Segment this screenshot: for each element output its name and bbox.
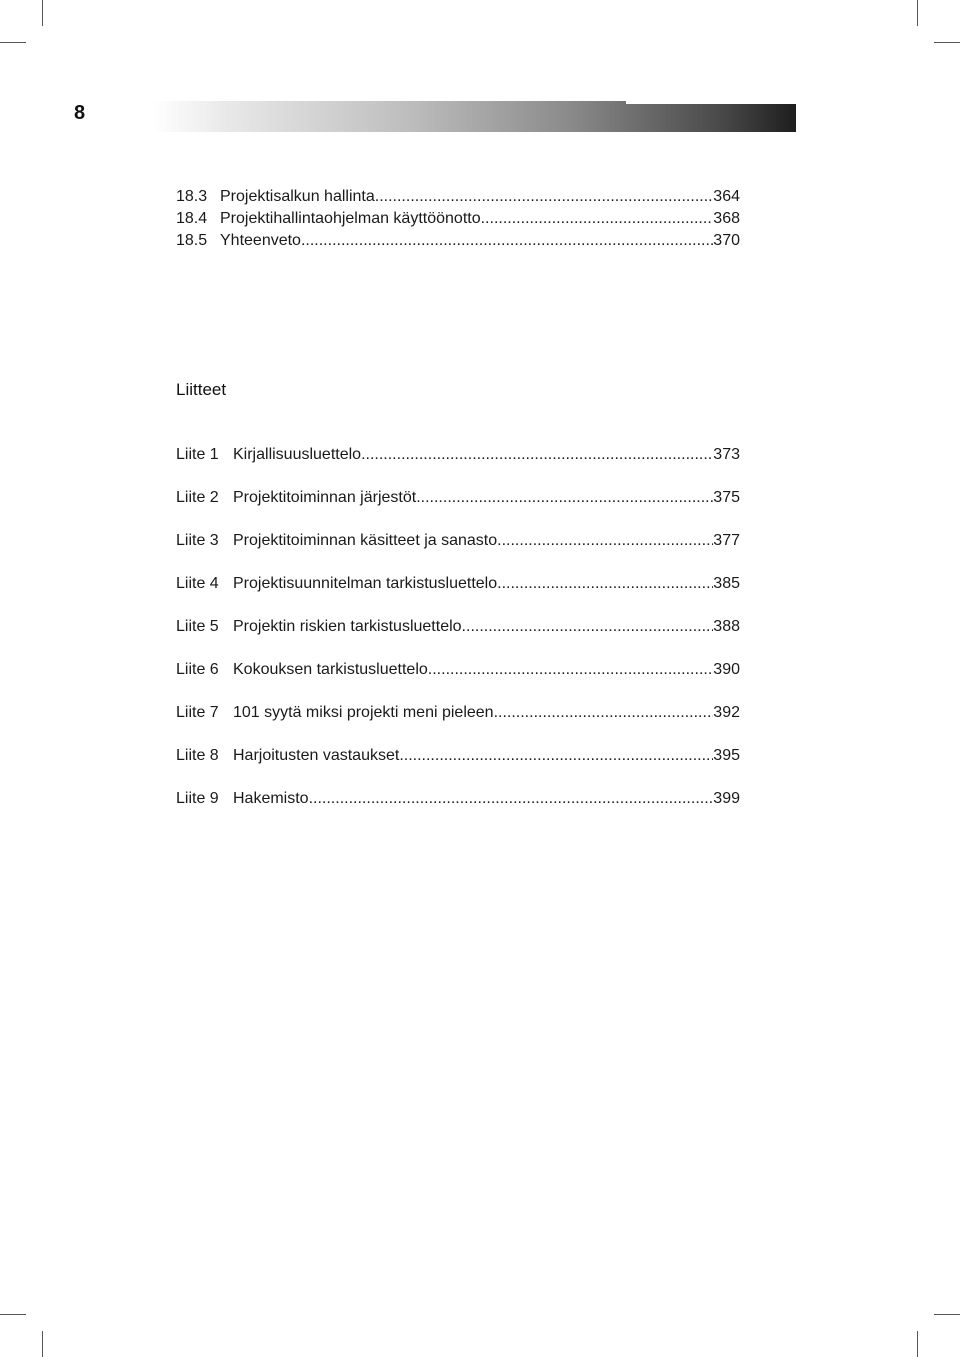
toc-dot-leader	[416, 487, 713, 509]
toc-entry-title: Kokouksen tarkistusluettelo	[233, 661, 428, 678]
toc-dot-leader	[399, 745, 713, 767]
toc-dot-leader	[481, 208, 714, 230]
crop-mark	[934, 42, 960, 43]
toc-entry[interactable]	[176, 788, 740, 831]
toc-entry-number: Liite 8	[176, 747, 219, 764]
toc-entry-page: 377	[713, 532, 740, 549]
toc-entry-title: Projektisalkun hallinta	[220, 188, 375, 205]
crop-mark	[42, 0, 43, 26]
toc-entry-title: 101 syytä miksi projekti meni pieleen	[233, 704, 494, 721]
toc-entry-title: Projektitoiminnan järjestöt	[233, 489, 417, 506]
toc-entry[interactable]	[176, 702, 740, 745]
toc-entry-page: 364	[713, 188, 740, 205]
toc-entry[interactable]	[176, 616, 740, 659]
toc-chapter-entries	[176, 186, 740, 252]
toc-entry-number: 18.4	[176, 210, 208, 227]
toc-dot-leader	[361, 444, 713, 466]
toc-entry-title: Projektin riskien tarkistusluettelo	[233, 618, 462, 635]
toc-entry-number: Liite 9	[176, 790, 219, 807]
section-heading: Liitteet	[176, 380, 227, 399]
toc-dot-leader	[497, 530, 713, 552]
toc-entry-page: 395	[713, 747, 740, 764]
crop-mark	[42, 1331, 43, 1357]
toc-entry-number: Liite 4	[176, 575, 219, 592]
crop-mark	[917, 1331, 918, 1357]
toc-entry-page: 390	[713, 661, 740, 678]
toc-entry-page: 370	[713, 232, 740, 249]
toc-entry-title: Yhteenveto	[220, 232, 301, 249]
toc-dot-leader	[494, 702, 714, 724]
toc-entry[interactable]	[176, 230, 740, 252]
toc-entry-page: 368	[713, 210, 740, 227]
toc-entry[interactable]	[176, 208, 740, 230]
toc-dot-leader	[497, 573, 713, 595]
toc-entry-title: Hakemisto	[233, 790, 309, 807]
toc-entry-number: Liite 6	[176, 661, 219, 678]
crop-mark	[934, 1314, 960, 1315]
crop-mark	[917, 0, 918, 26]
toc-entry[interactable]	[176, 444, 740, 487]
toc-entry-page: 385	[713, 575, 740, 592]
toc-entry-page: 388	[713, 618, 740, 635]
toc-entry[interactable]	[176, 487, 740, 530]
toc-entry-number: Liite 2	[176, 489, 219, 506]
toc-entry-title: Projektitoiminnan käsitteet ja sanasto	[233, 532, 498, 549]
toc-entry-page: 399	[713, 790, 740, 807]
toc-entry[interactable]	[176, 745, 740, 788]
header-bar-notch	[626, 101, 796, 104]
toc-entry[interactable]	[176, 186, 740, 208]
crop-mark	[0, 42, 26, 43]
toc-entry-page: 375	[713, 489, 740, 506]
toc-entry-title: Projektisuunnitelman tarkistusluettelo	[233, 575, 498, 592]
toc-entry-page: 373	[713, 446, 740, 463]
toc-entry-number: Liite 3	[176, 532, 219, 549]
toc-appendix-entries	[176, 444, 740, 831]
toc-entry-title: Projektihallintaohjelman käyttöönotto	[220, 210, 481, 227]
toc-entry[interactable]	[176, 530, 740, 573]
toc-entry-number: Liite 5	[176, 618, 219, 635]
page-number: 8	[74, 102, 86, 124]
toc-entry-number: Liite 7	[176, 704, 219, 721]
toc-entry-number: 18.3	[176, 188, 208, 205]
toc-entry-title: Harjoitusten vastaukset	[233, 747, 400, 764]
header-gradient-bar	[152, 101, 796, 132]
toc-dot-leader	[301, 230, 713, 252]
toc-dot-leader	[309, 788, 714, 810]
toc-entry-title: Kirjallisuusluettelo	[233, 446, 362, 463]
toc-dot-leader	[375, 186, 714, 208]
toc-dot-leader	[462, 616, 714, 638]
toc-entry[interactable]	[176, 573, 740, 616]
toc-entry-page: 392	[713, 704, 740, 721]
toc-entry-number: Liite 1	[176, 446, 219, 463]
crop-mark	[0, 1314, 26, 1315]
toc-entry[interactable]	[176, 659, 740, 702]
toc-entry-number: 18.5	[176, 232, 208, 249]
toc-dot-leader	[428, 659, 714, 681]
